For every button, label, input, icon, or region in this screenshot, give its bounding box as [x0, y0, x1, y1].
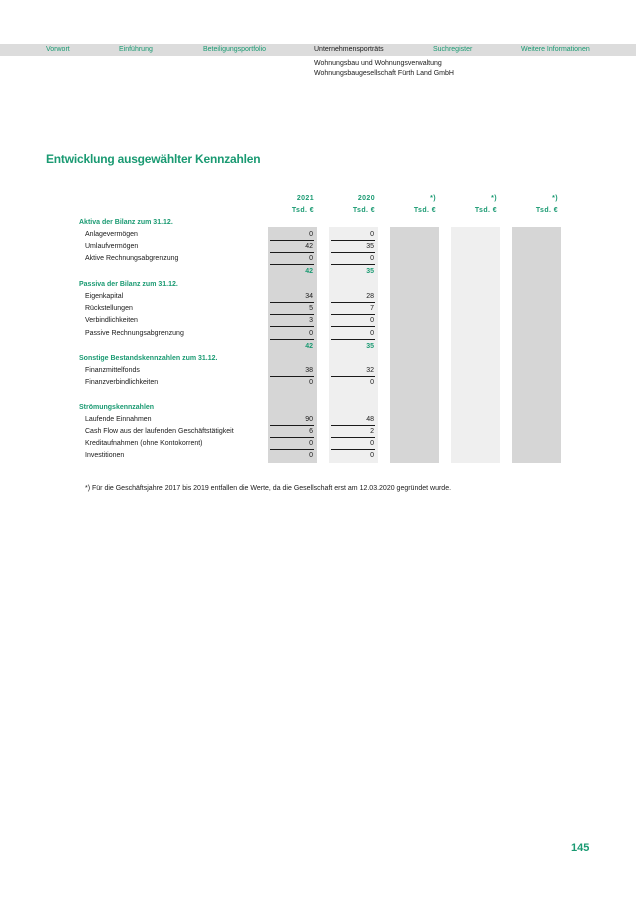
table-row-total: [0, 266, 636, 278]
value-2020: 28: [331, 291, 375, 303]
row-label: Verbindlichkeiten: [85, 317, 138, 324]
column-unit-2021: Tsd. €: [291, 207, 314, 214]
column-year-4: *): [491, 195, 497, 202]
value-2020: 0: [370, 379, 374, 386]
value-2021: 3: [270, 315, 314, 327]
table-row: [0, 414, 636, 426]
table-row: [0, 426, 636, 438]
value-2020: 32: [331, 365, 375, 377]
column-unit-4: Tsd. €: [474, 207, 497, 214]
table-row: [0, 241, 636, 253]
value-2021: 5: [270, 303, 314, 315]
value-2020: 0: [331, 253, 375, 265]
nav-suchregister[interactable]: Suchregister: [433, 46, 473, 53]
value-2021: 0: [270, 328, 314, 340]
row-label: Rückstellungen: [85, 305, 133, 312]
table-row: [0, 438, 636, 450]
value-2021: 38: [270, 365, 314, 377]
row-label: Laufende Einnahmen: [85, 416, 152, 423]
value-2020: 0: [331, 315, 375, 327]
value-2021: 0: [270, 229, 314, 241]
row-label: Eigenkapital: [85, 293, 124, 300]
top-navigation: [0, 44, 636, 56]
group-label: Passiva der Bilanz zum 31.12.: [79, 281, 178, 288]
value-2020: 0: [370, 452, 374, 459]
column-year-2020: 2020: [357, 195, 375, 202]
table-row-total: [0, 341, 636, 353]
total-2021: 42: [305, 268, 313, 275]
table-row: [0, 365, 636, 377]
table-row: [0, 315, 636, 327]
row-label: Finanzverbindlichkeiten: [85, 379, 159, 386]
row-label: Passive Rechnungsabgrenzung: [85, 330, 184, 337]
column-unit-2020: Tsd. €: [352, 207, 375, 214]
column-year-3: *): [430, 195, 436, 202]
table-row-group: [0, 217, 636, 229]
row-label: Investitionen: [85, 452, 125, 459]
value-2020: 0: [331, 229, 375, 241]
table-row: [0, 377, 636, 389]
value-2021: 0: [270, 253, 314, 265]
column-unit-3: Tsd. €: [413, 207, 436, 214]
category-subtitle: Wohnungsbau und Wohnungsverwaltung: [314, 60, 442, 67]
value-2020: 35: [331, 241, 375, 253]
table-row: [0, 229, 636, 241]
nav-vorwort[interactable]: Vorwort: [46, 46, 70, 53]
row-label: Cash Flow aus der laufenden Geschäftstätigkeit: [85, 428, 234, 435]
table-row-group: [0, 353, 636, 365]
nav-beteiligungsportfolio[interactable]: Beteiligungsportfolio: [203, 46, 267, 53]
group-label: Aktiva der Bilanz zum 31.12.: [79, 219, 173, 226]
page-number: 145: [571, 842, 590, 854]
table-row: [0, 291, 636, 303]
table-row-group: [0, 279, 636, 291]
nav-weitere-informationen[interactable]: Weitere Informationen: [521, 46, 590, 53]
footnote: *) Für die Geschäftsjahre 2017 bis 2019 entfallen die Werte, da die Gesellschaft erst am 12.03.2020 gegründet wurde.: [85, 485, 452, 492]
value-2021: 34: [270, 291, 314, 303]
value-2021: 6: [270, 426, 314, 438]
column-year-5: *): [552, 195, 558, 202]
table-row: [0, 253, 636, 265]
row-label: Umlaufvermögen: [85, 243, 139, 250]
nav-unternehmensportraets[interactable]: Unternehmensporträts: [314, 46, 384, 53]
value-2021: 90: [270, 414, 314, 426]
group-label: Sonstige Bestandskennzahlen zum 31.12.: [79, 355, 218, 362]
group-label: Strömungskennzahlen: [79, 404, 155, 411]
total-2020: 35: [366, 343, 374, 350]
table-row: [0, 450, 636, 462]
row-label: Aktive Rechnungsabgrenzung: [85, 255, 179, 262]
value-2021: 0: [309, 379, 313, 386]
value-2020: 2: [331, 426, 375, 438]
value-2021: 0: [309, 452, 313, 459]
row-label: Anlagevermögen: [85, 231, 138, 238]
section-title: Entwicklung ausgewählter Kennzahlen: [46, 152, 261, 166]
company-subtitle: Wohnungsbaugesellschaft Fürth Land GmbH: [314, 70, 454, 77]
value-2020: 48: [331, 414, 375, 426]
column-year-2021: 2021: [296, 195, 314, 202]
table-row-group: [0, 402, 636, 414]
value-2021: 42: [270, 241, 314, 253]
row-label: Kreditaufnahmen (ohne Kontokorrent): [85, 440, 203, 447]
row-label: Finanzmittelfonds: [85, 367, 140, 374]
value-2020: 7: [331, 303, 375, 315]
value-2020: 0: [331, 328, 375, 340]
value-2020: 0: [331, 438, 375, 450]
value-2021: 0: [270, 438, 314, 450]
table-row: [0, 328, 636, 340]
nav-einfuehrung[interactable]: Einführung: [119, 46, 153, 53]
total-2021: 42: [305, 343, 313, 350]
table-row: [0, 303, 636, 315]
column-unit-5: Tsd. €: [535, 207, 558, 214]
total-2020: 35: [366, 268, 374, 275]
